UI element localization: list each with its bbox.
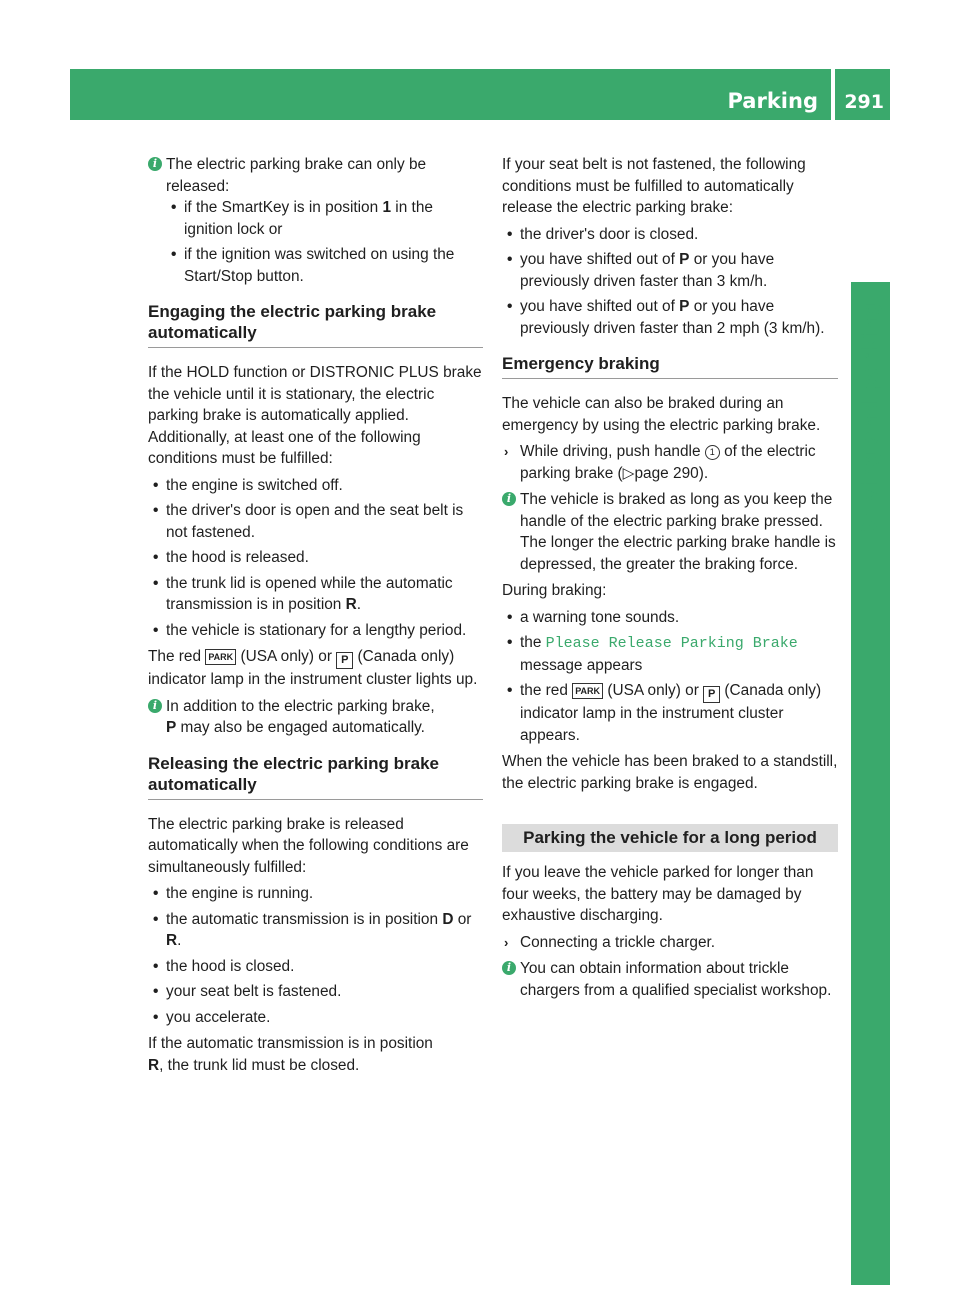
list-item: • the hood is released. (148, 547, 483, 569)
section-heading-band: Parking the vehicle for a long period (502, 824, 838, 852)
list-item: • the hood is closed. (148, 956, 483, 978)
side-tab-marker (851, 838, 890, 978)
paragraph: When the vehicle has been braked to a standstill, the electric parking brake is engaged. (502, 753, 838, 792)
arrow-icon: › (504, 934, 509, 950)
info-icon: i (148, 157, 162, 171)
list-item: • the driver's door is open and the seat belt is not fastened. (148, 500, 483, 543)
list-item: • your seat belt is fastened. (148, 981, 483, 1003)
page-reference-icon: ▷ (622, 464, 635, 482)
list-item: • if the ignition was switched on using the Start/Stop button. (166, 244, 483, 287)
list-item: • the driver's door is closed. (502, 224, 838, 246)
parking-brake-canada-icon: P (703, 686, 720, 703)
handle-marker-icon: 1 (705, 445, 720, 460)
info-note: i In addition to the electric parking brake, P may also be engaged automatically. (148, 696, 483, 739)
paragraph: If the HOLD function or DISTRONIC PLUS brake the vehicle until it is stationary, the electric parking brake is automatically applied. Additionally, at least one of the following conditions must be fulfilled: (148, 364, 482, 467)
display-message: Please Release Parking Brake (545, 635, 798, 652)
parking-brake-canada-icon: P (336, 652, 353, 669)
list-item: • the Please Release Parking Brake message appears (502, 632, 838, 676)
instruction-step: › While driving, push handle 1 of the electric parking brake (▷page 290). (504, 443, 816, 482)
paragraph: If you leave the vehicle parked for longer than four weeks, the battery may be damaged by exhaustive discharging. (502, 864, 814, 924)
list-item: • if the SmartKey is in position 1 in the ignition lock or (166, 197, 483, 240)
instruction-step: › Connecting a trickle charger. (502, 932, 838, 954)
list-item: • the automatic transmission is in position D or R. (148, 909, 483, 952)
section-heading: Emergency braking (502, 353, 838, 379)
list-item: • the trunk lid is opened while the automatic transmission is in position R. (148, 573, 483, 616)
park-icon: PARK (572, 683, 603, 699)
info-note (148, 154, 483, 287)
paragraph: The red PARK (USA only) or P (Canada only) indicator lamp in the instrument cluster lights up. (148, 648, 478, 688)
bullet-list (148, 883, 483, 1028)
header-bar (70, 69, 890, 120)
bullet-list (166, 197, 483, 287)
section-heading: Releasing the electric parking brake automatically (148, 753, 483, 800)
section-heading: Engaging the electric parking brake automatically (148, 301, 483, 348)
paragraph: The vehicle can also be braked during an emergency by using the electric parking brake. (502, 395, 821, 434)
bullet-list (148, 475, 483, 642)
page-section-title: Parking (727, 89, 818, 113)
bullet-list (502, 224, 838, 340)
page-reference-link[interactable]: page 290 (634, 464, 699, 482)
bullet-list (502, 607, 838, 747)
info-icon: i (148, 699, 162, 713)
side-tab-gap (851, 120, 890, 282)
paragraph: If your seat belt is not fastened, the following conditions must be fulfilled to automatically release the electric parking brake: (502, 156, 806, 216)
list-item: • you have shifted out of P or you have previously driven faster than 3 km/h. (502, 249, 838, 292)
left-column (148, 154, 483, 1081)
header-separator (831, 69, 835, 120)
list-item: • a warning tone sounds. (502, 607, 838, 629)
list-item: • the engine is switched off. (148, 475, 483, 497)
right-column (502, 154, 838, 1006)
list-item: • you have shifted out of P or you have previously driven faster than 2 mph (3 km/h). (502, 296, 838, 339)
side-tab-label: Driving and parking (858, 302, 882, 538)
list-item: • the engine is running. (148, 883, 483, 905)
arrow-icon: › (504, 444, 509, 459)
info-icon: i (502, 492, 516, 506)
list-item: • the red PARK (USA only) or P (Canada only) indicator lamp in the instrument cluster appears. (502, 680, 838, 746)
info-note: i The vehicle is braked as long as you keep the handle of the electric parking brake pressed. The longer the electric parking brake handle is depressed, the greater the braking force. (502, 489, 838, 575)
info-text: The electric parking brake can only be released: (166, 156, 427, 195)
park-icon: PARK (205, 649, 236, 665)
list-item: • the vehicle is stationary for a lengthy period. (148, 620, 483, 642)
info-icon: i (502, 961, 516, 975)
page-number: 291 (844, 91, 884, 113)
list-item: • you accelerate. (148, 1007, 483, 1029)
paragraph: During braking: (502, 582, 607, 599)
paragraph: The electric parking brake is released automatically when the following conditions are simultaneously fulfilled: (148, 815, 469, 876)
info-note: i You can obtain information about trickle chargers from a qualified specialist workshop. (502, 958, 838, 1001)
paragraph: If the automatic transmission is in position R, the trunk lid must be closed. (148, 1035, 433, 1074)
